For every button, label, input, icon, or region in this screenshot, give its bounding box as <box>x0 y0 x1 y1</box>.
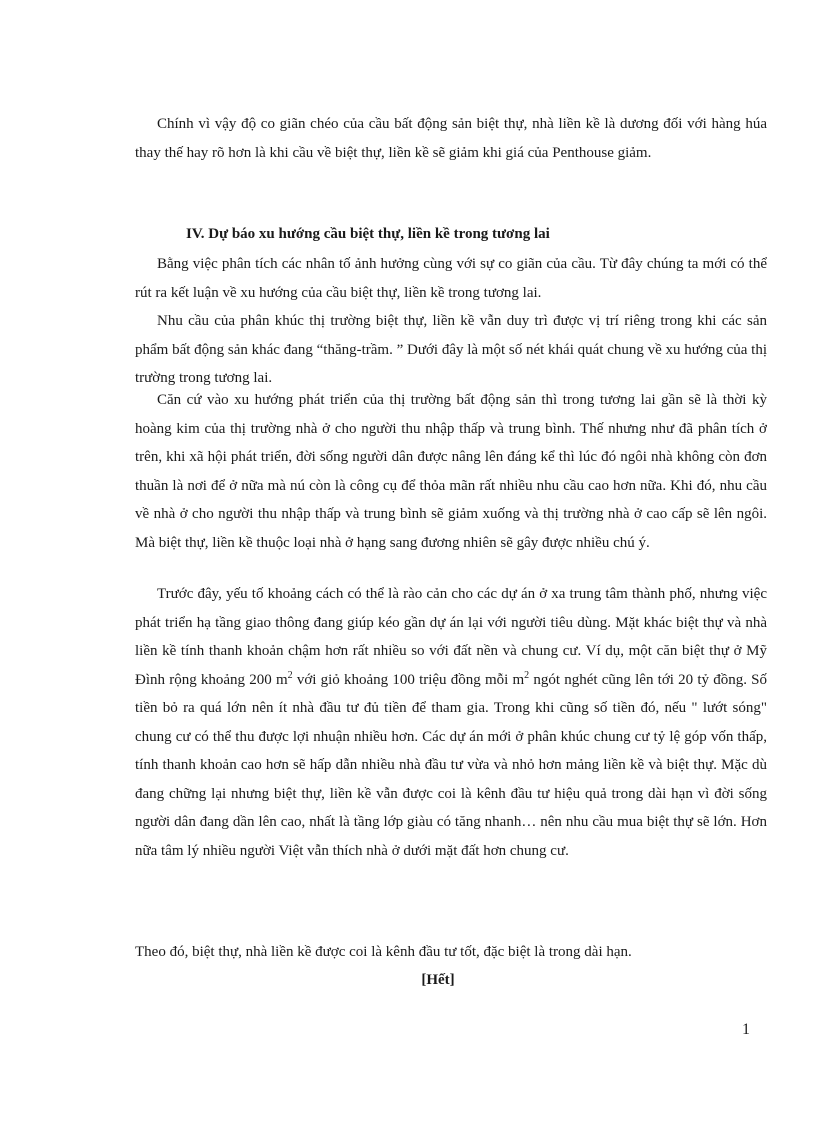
closing-sentence: Theo đó, biệt thự, nhà liền kề được coi là kênh đầu tư tốt, đặc biệt là trong dài hạn. <box>135 944 632 960</box>
area-superscript: 2 <box>287 669 293 681</box>
paragraph-4 <box>135 580 767 865</box>
paragraph-2: Nhu cầu của phân khúc thị trường biệt thự, liền kề vẫn duy trì được vị trí riêng trong khi các sản phẩm bất động sản khác đang “thăng-trầm. ” Dưới đây là một số nét khái quát chung về xu hướng của thị trường trong tương lai. <box>135 313 767 386</box>
intro-paragraph: Chính vì vậy độ co giãn chéo của cầu bất động sản biệt thự, nhà liền kề là dương đối với hàng húa thay thế hay rõ hơn là khi cầu về biệt thự, liền kề sẽ giảm khi giá của Penthouse giảm. <box>135 116 767 161</box>
area-superscript-2: 2 <box>524 669 530 681</box>
page-number: 1 <box>742 1021 750 1038</box>
paragraph-4-part-b: với giỏ khoảng 100 triệu đồng mỗi m <box>292 671 525 688</box>
end-mark: [Hết] <box>421 972 455 988</box>
paragraph-4-part-a: Trước đây, yếu tố khoảng cách có thể là rào cản cho các dự án ở xa trung tâm thành phố, nhưng việc phát triển hạ tầng giao thông đang giúp kéo gần dự án lại với người tiêu dùng. Mặt khác biệt thự và nhà liền kề tính thanh khoản chậm hơn rất nhiều so với đất nền và chung cư. Ví dụ, một căn biệt thự ở Mỹ Đình rộng khoảng 200 m <box>135 586 767 688</box>
section-heading: IV. Dự báo xu hướng cầu biệt thự, liền kề trong tương lai <box>186 226 550 242</box>
paragraph-4-part-c: ngót nghét cũng lên tới 20 tỷ đồng. Số tiền bỏ ra quá lớn nên ít nhà đầu tư đủ tiền để tham gia. Trong khi cũng số tiền đó, nếu " lướt sóng" chung cư có thể thu được lợi nhuận nhiều hơn. Các dự án mới ở phân khúc chung cư tỷ lệ góp vốn thấp, tính thanh khoản cao hơn sẽ hấp dẫn nhiều nhà đầu tư vừa và nhỏ hơn mảng liền kề và biệt thự. Mặc dù đang chững lại nhưng biệt thự, liền kề vẫn được coi là kênh đầu tư hiệu quả trong dài hạn vì đời sống người dân đang dần lên cao, nhất là tầng lớp giàu có tăng nhanh… nên nhu cầu mua biệt thự sẽ lớn. Hơn nữa tâm lý nhiều người Việt vẫn thích nhà ở dưới mặt đất hơn chung cư. <box>135 671 767 859</box>
paragraph-1: Bằng việc phân tích các nhân tố ảnh hưởng cùng với sự co giãn của cầu. Từ đây chúng ta mới có thể rút ra kết luận về xu hướng của cầu biệt thự, liền kề trong tương lai. <box>135 256 767 301</box>
paragraph-3: Căn cứ vào xu hướng phát triển của thị trường bất động sản thì trong tương lai gần sẽ là thời kỳ hoàng kim của thị trường nhà ở cho người thu nhập thấp và trung bình. Thế nhưng như đã phân tích ở trên, khi xã hội phát triển, đời sống người dân được nâng lên đáng kể thì lúc đó ngôi nhà không còn đơn thuần là nơi để ở nữa mà nú còn là công cụ để thỏa mãn rất nhiều nhu cầu cao hơn nữa. Khi đó, nhu cầu về nhà ở cho người thu nhập thấp và trung bình sẽ giảm xuống và thị trường nhà ở cao cấp sẽ lên ngôi. Mà biệt thự, liền kề thuộc loại nhà ở hạng sang đương nhiên sẽ gây được nhiều chú ý. <box>135 392 767 551</box>
